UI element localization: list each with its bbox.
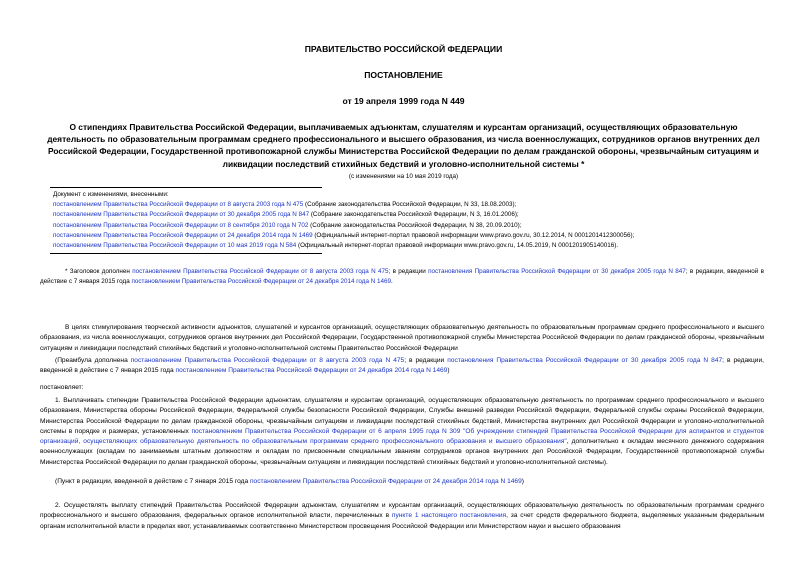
document-title: О стипендиях Правительства Российской Федерации, выплачиваемых адъюнктам, слушателям и курсантам организаций, осуществляющих образовательную деятельность по образовательным программам среднего профессионального и высшего образования, из числа военнослужащих, сотрудников органов внутренних дел Российской Федерации, Государственной противопожарной службы Министерства Российской Федерации по делам гражданской обороны, чрезвычайным ситуациям и ликвидации последствий стихийных бедствий и уголовно-исполнительной системы * xyxy=(47,122,760,169)
footnote-link[interactable]: постановлением Правительства Российской Федерации от 8 августа 2003 года N 475 xyxy=(132,268,389,275)
document-type: ПОСТАНОВЛЕНИЕ xyxy=(364,70,443,80)
note-link[interactable]: постановлением Правительства Российской Федерации от 24 декабря 2014 года N 1469 xyxy=(175,367,448,375)
note-link[interactable]: постановления Правительства Российской Федерации от 30 декабря 2005 года N 847 xyxy=(447,357,723,364)
decree-word: постановляет: xyxy=(40,384,84,391)
amendment-link[interactable]: постановлением Правительства Российской Федерации от 8 августа 2003 года N 475 xyxy=(53,201,304,209)
title-footnote xyxy=(40,267,764,287)
amendment-item xyxy=(53,231,773,241)
paragraph-text: , за счет средств федерального бюджета, выделяемых указанным федеральным органам исполнительной власти в пределах квот, устанавливаемых соответственно Министерством просвещения Российской Федерации или Министерством науки и высшего образования xyxy=(40,512,764,530)
note-link[interactable]: постановлением Правительства Российской Федерации от 8 августа 2003 года N 475 xyxy=(130,357,405,364)
amendment-link[interactable]: постановлением Правительства Российской Федерации от 30 декабря 2005 года N 847 xyxy=(53,211,310,219)
amendment-link[interactable]: постановлением Правительства Российской Федерации от 24 декабря 2014 года N 1469 xyxy=(53,231,313,239)
paragraph-text: , дополнительно к окладам месячного денежного содержания военнослужащих (окладам по занимаемым штатным должностям и окладам по присвоенным специальным званиям сотрудников органов внутренних дел Российской Федерации, Государственной противопожарной службы Министерства Российской Федерации по делам гражданской обороны, чрезвычайным ситуациям и ликвидации последствий стихийных бедствий и уголовно-исполнительной системы). xyxy=(40,438,764,466)
divider xyxy=(50,187,322,188)
preamble: В целях стимулирования творческой активности адъюнктов, слушателей и курсантов организаций, осуществляющих образовательную деятельность по образовательным программам среднего профессионального и высшего образования, из числа военнослужащих, сотрудников органов внутренних дел Российской Федерации, Государственной противопожарной службы Министерства Российской Федерации по делам гражданской обороны, чрезвычайным ситуациям и ликвидации последствий стихийных бедствий и уголовно-исполнительной системы Правительство Российской Федерации xyxy=(40,324,764,352)
footnote-text: . xyxy=(391,278,393,286)
footnote-text: * Заголовок дополнен xyxy=(65,268,133,275)
document-date-number: от 19 апреля 1999 года N 449 xyxy=(342,96,465,106)
paragraph-link[interactable]: постановлением Правительства Российской Федерации от 6 апреля 1995 года N 309 "Об учреждении стипендий Правительства Российской Федерации для аспирантов и студентов организаций, осуществляющих образовательную деятельность по образовательным программам среднего профессионального образования и высшего образования" xyxy=(40,427,764,446)
amendment-item xyxy=(53,200,773,210)
note-text: ) xyxy=(521,478,524,485)
amendment-source: (Официальный интернет-портал правовой информации www.pravo.gov.ru, 30.12.2014, N 0001201412300056); xyxy=(312,231,635,239)
note-text: (Преамбула дополнена xyxy=(55,357,131,364)
amendment-item xyxy=(53,210,773,220)
paragraph-1-note xyxy=(40,477,764,487)
revision-note: (с изменениями на 10 мая 2019 года) xyxy=(348,173,459,180)
paragraph-link[interactable]: пункте 1 настоящего постановления xyxy=(391,512,507,520)
amendment-item xyxy=(53,221,773,231)
amendment-source: (Официальный интернет-портал правовой информации www.pravo.gov.ru, 14.05.2019, N 0001201905140016). xyxy=(296,242,619,250)
footnote-text: ; в редакции xyxy=(388,268,429,275)
footnote-text: ; в редакции, введенной в действие с 7 января 2015 года xyxy=(40,268,765,286)
amendment-link[interactable]: постановлением Правительства Российской Федерации от 8 сентября 2010 года N 702 xyxy=(53,221,309,229)
amendment-item xyxy=(53,241,773,251)
note-link[interactable]: постановлением Правительства Российской Федерации от 24 декабря 2014 года N 1469 xyxy=(249,478,522,485)
amendment-source: (Собрание законодательства Российской Федерации, N 33, 18.08.2003); xyxy=(303,201,517,209)
footnote-link[interactable]: постановления Правительства Российской Федерации от 30 декабря 2005 года N 847 xyxy=(428,268,686,275)
government-heading: ПРАВИТЕЛЬСТВО РОССИЙСКОЙ ФЕДЕРАЦИИ xyxy=(304,44,503,54)
footnote-link[interactable]: постановлением Правительства Российской Федерации от 24 декабря 2014 года N 1469 xyxy=(131,278,392,286)
note-text: ; в редакции, введенной в действие с 7 января 2015 года xyxy=(40,357,765,375)
amendment-link[interactable]: постановлением Правительства Российской Федерации от 10 мая 2019 года N 584 xyxy=(53,242,297,250)
note-text: ) xyxy=(447,367,450,375)
paragraph-text: 2. Осуществлять выплату стипендий Правительства Российской Федерации адъюнктам, слушателям и курсантам организаций, осуществляющих образовательную деятельность по образовательным программам среднего профессионального и высшего образования, федеральных органов исполнительной власти, перечисленных в xyxy=(40,502,764,520)
preamble-note xyxy=(40,356,764,377)
paragraph-text: 1. Выплачивать стипендии Правительства Российской Федерации адъюнктам, слушателям и курсантам организаций, осуществляющих образовательную деятельность по программам среднего профессионального и высшего образования, Министерства обороны Российской Федерации, Федеральной службы безопасности Российской Федерации, Службы внешней разведки Российской Федерации, Федеральной службы охраны Российской Федерации, Министерства Российской Федерации по делам гражданской обороны, чрезвычайным ситуациям и ликвидации последствий стихийных бедствий, Министерства внутренних дел Российской Федерации и уголовно-исполнительной системы в порядке и размерах, установленных xyxy=(40,397,764,435)
amendments-list xyxy=(53,190,773,251)
divider xyxy=(50,253,322,254)
note-text: ; в редакции xyxy=(404,357,448,364)
amendment-source: (Собрание законодательства Российской Федерации, N 3, 16.01.2006); xyxy=(309,211,519,219)
paragraph-2 xyxy=(40,501,764,532)
amendment-source: (Собрание законодательства Российской Федерации, N 38, 20.09.2010); xyxy=(308,221,522,229)
amendments-intro: Документ с изменениями, внесенными: xyxy=(53,191,169,198)
paragraph-1 xyxy=(40,396,764,468)
note-text: (Пункт в редакции, введенной в действие с 7 января 2015 года xyxy=(55,478,250,485)
